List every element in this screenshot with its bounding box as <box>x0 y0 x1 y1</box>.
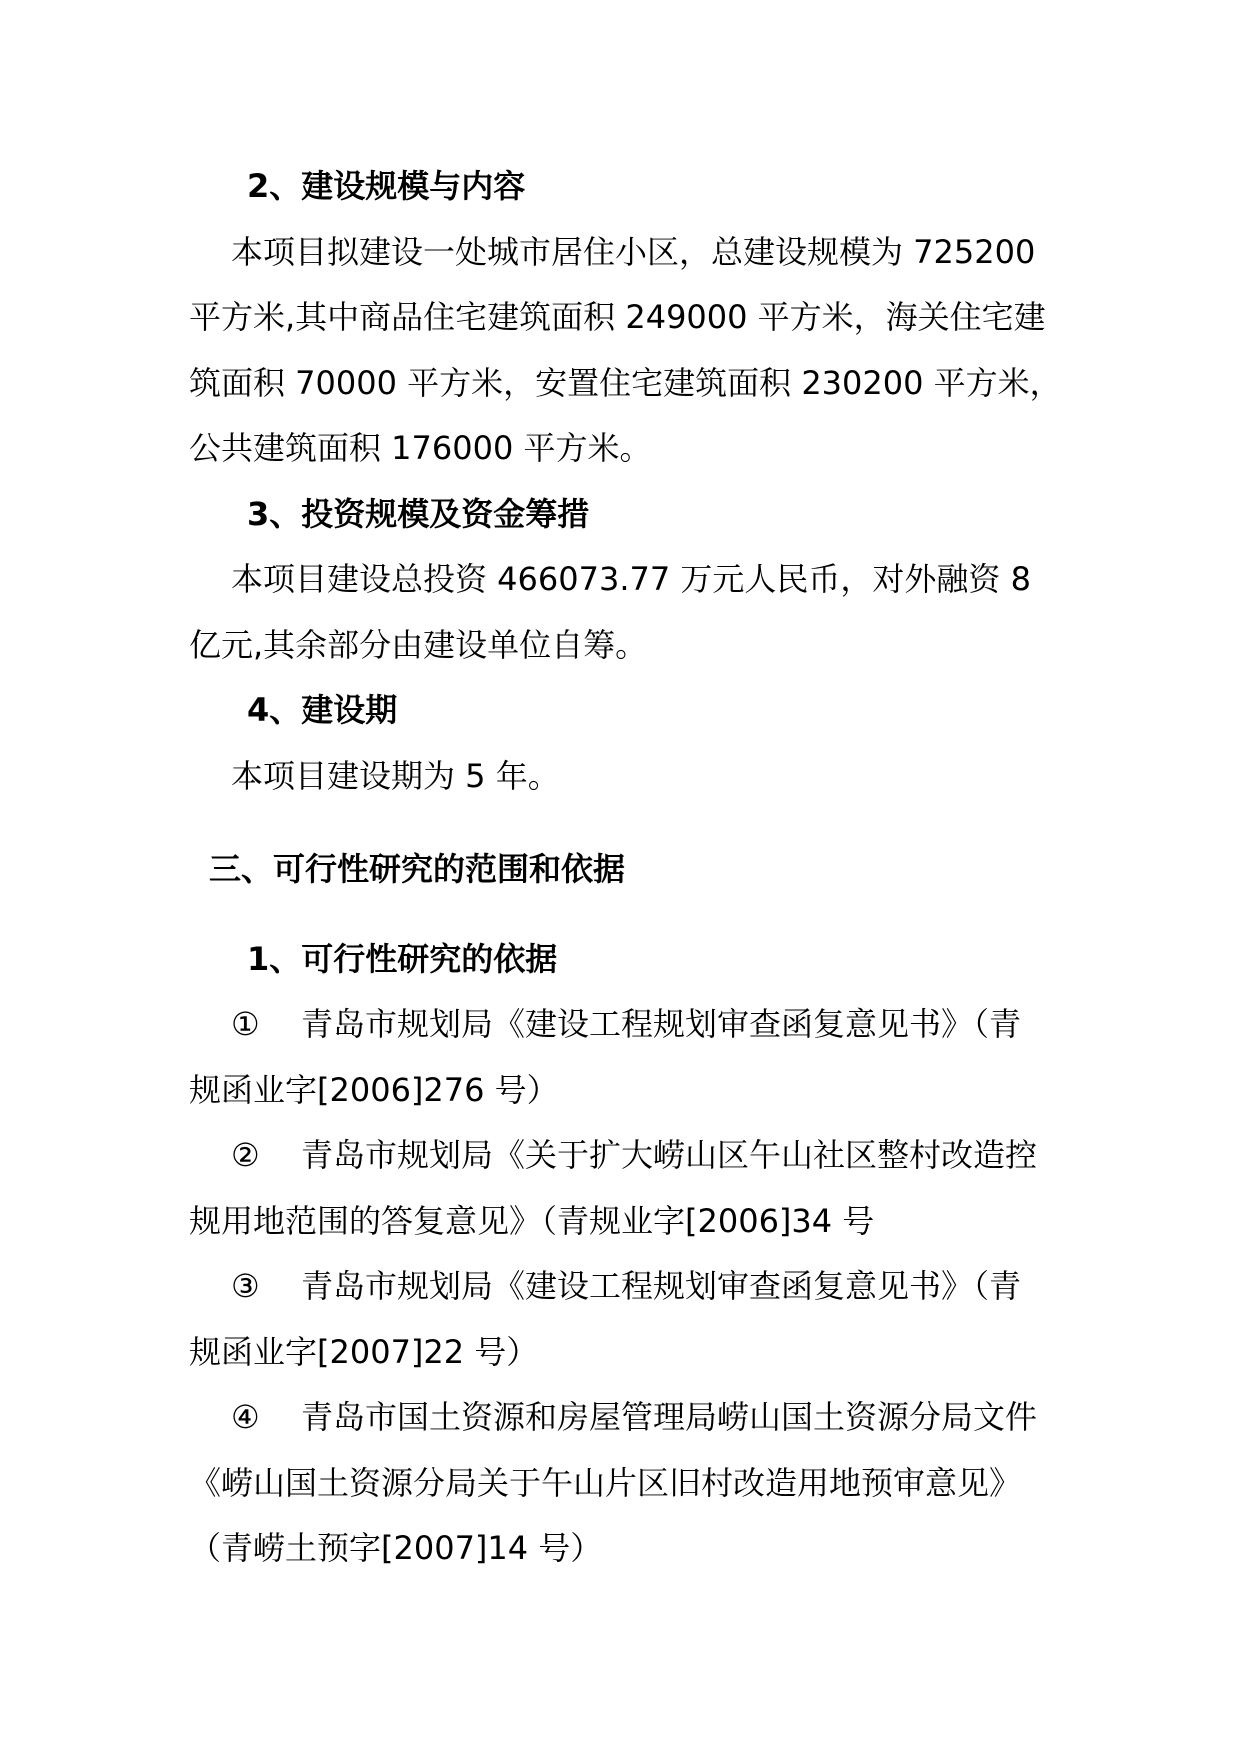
section-heading: 1、可行性研究的依据 <box>247 939 558 978</box>
reference-line: 规函业字[2007]22 号） <box>189 1332 539 1371</box>
paragraph-line: 本项目建设期为 5 年。 <box>231 756 560 795</box>
paragraph-line: 本项目建设总投资 466073.77 万元人民币，对外融资 8 <box>231 560 1031 598</box>
reference-line <box>0 992 1241 1058</box>
section-heading: 4、建设期 <box>247 691 398 729</box>
item-number: ③ <box>231 1267 260 1305</box>
section-heading: 2、建设规模与内容 <box>247 167 526 205</box>
reference-item <box>0 1123 1241 1254</box>
paragraph <box>0 744 1241 810</box>
reference-line <box>0 1123 1241 1189</box>
reference-line: （青崂土预字[2007]14 号） <box>189 1529 603 1567</box>
section-heading: 3、投资规模及资金筹措 <box>247 494 590 533</box>
reference-text: 青岛市规划局《建设工程规划审查函复意见书》（青 <box>301 1267 1022 1305</box>
item-number: ② <box>231 1136 260 1174</box>
reference-text: 青岛市国土资源和房屋管理局崂山国土资源分局文件 <box>301 1398 1038 1436</box>
reference-item <box>0 1254 1241 1385</box>
reference-line: 规用地范围的答复意见》（青规业字[2006]34 号 <box>189 1201 875 1240</box>
chapter-heading: 三、可行性研究的范围和依据 <box>209 850 626 888</box>
paragraph-line: 本项目拟建设一处城市居住小区，总建设规模为 725200 <box>231 232 1036 271</box>
reference-text: 青岛市规划局《关于扩大崂山区午山社区整村改造控 <box>301 1136 1038 1174</box>
paragraph-line: 平方米,其中商品住宅建筑面积 249000 平方米，海关住宅建 <box>189 298 1046 336</box>
reference-line: 规函业字[2006]276 号） <box>189 1070 559 1109</box>
reference-item <box>0 992 1241 1123</box>
reference-line: 《崂山国土资源分局关于午山片区旧村改造用地预审意见》 <box>189 1463 1022 1502</box>
paragraph-line: 筑面积 70000 平方米，安置住宅建筑面积 230200 平方米， <box>189 363 1062 402</box>
paragraph <box>0 547 1241 678</box>
reference-line <box>0 1385 1241 1451</box>
item-number: ① <box>231 1005 260 1043</box>
reference-list <box>0 992 1241 1582</box>
item-number: ④ <box>231 1398 260 1436</box>
paragraph <box>0 220 1241 482</box>
paragraph-line: 公共建筑面积 176000 平方米。 <box>189 429 652 467</box>
reference-text: 青岛市规划局《建设工程规划审查函复意见书》（青 <box>301 1005 1022 1043</box>
reference-item <box>0 1385 1241 1582</box>
reference-line <box>0 1254 1241 1320</box>
paragraph-line: 亿元,其余部分由建设单位自筹。 <box>189 625 648 664</box>
